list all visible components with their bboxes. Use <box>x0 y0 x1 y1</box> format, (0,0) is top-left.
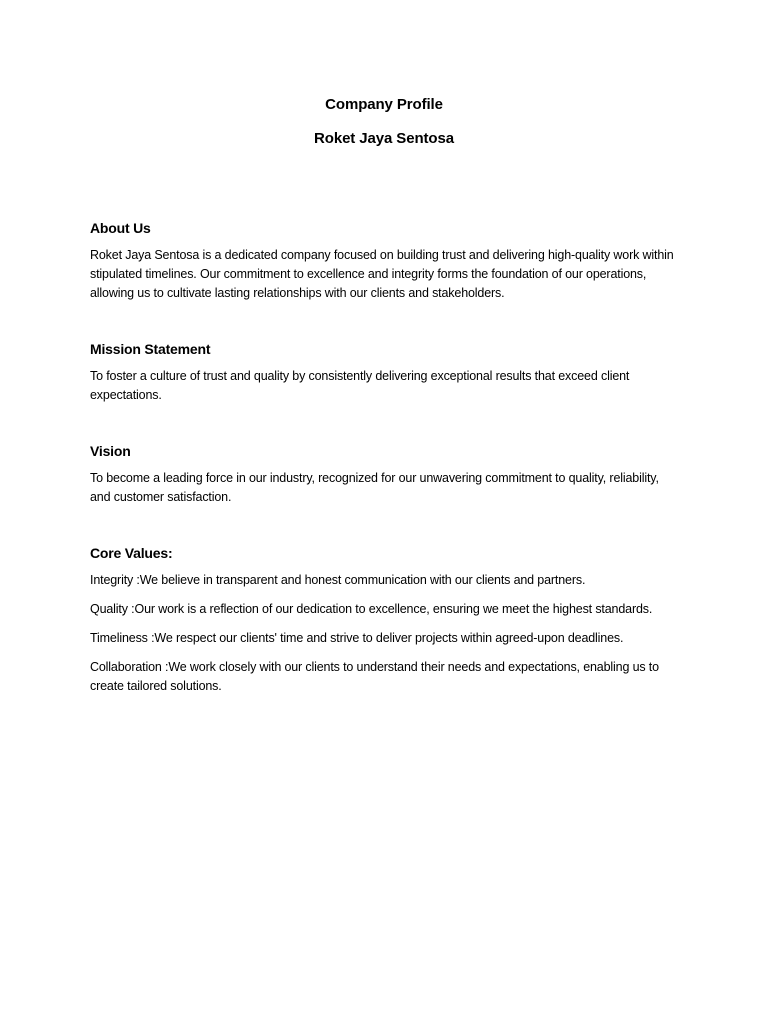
core-value-collaboration: Collaboration :We work closely with our clients to understand their needs and expectations, enabling us to create tailored solutions. <box>90 660 659 693</box>
core-values-heading: Core Values: <box>90 545 173 561</box>
document-title: Company Profile <box>325 96 443 113</box>
document-content <box>90 218 680 732</box>
company-name: Roket Jaya Sentosa <box>314 130 454 147</box>
about-heading: About Us <box>90 220 151 236</box>
vision-text: To become a leading force in our industry, recognized for our unwavering commitment to quality, reliability, and customer satisfaction. <box>90 471 659 504</box>
mission-heading: Mission Statement <box>90 341 211 357</box>
core-values-list <box>90 571 680 696</box>
about-section <box>90 218 680 303</box>
vision-section <box>90 441 680 507</box>
mission-section <box>90 339 680 405</box>
core-value-quality: Quality :Our work is a reflection of our dedication to excellence, ensuring we meet the highest standards. <box>90 602 653 616</box>
core-values-section <box>90 543 680 696</box>
mission-text: To foster a culture of trust and quality by consistently delivering exceptional results that exceed client expectations. <box>90 369 630 402</box>
vision-heading: Vision <box>90 443 131 459</box>
title-block <box>0 95 768 149</box>
core-value-integrity: Integrity :We believe in transparent and honest communication with our clients and partners. <box>90 573 586 587</box>
about-text: Roket Jaya Sentosa is a dedicated company focused on building trust and delivering high-quality work within stipulated timelines. Our commitment to excellence and integrity forms the foundation of our operations, allowing us to cultivate lasting relationships with our clients and stakeholders. <box>90 248 674 300</box>
core-value-timeliness: Timeliness :We respect our clients' time and strive to deliver projects within agreed-upon deadlines. <box>90 631 624 645</box>
